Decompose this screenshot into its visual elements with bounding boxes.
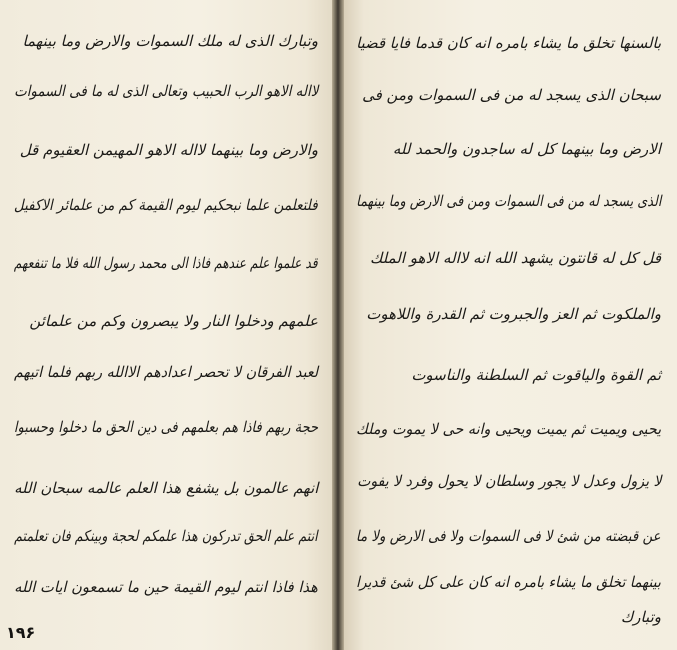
right-line-8: يحيى ويميت ثم يميت ويحيى وانه حى لا يموت وملك	[355, 420, 661, 438]
left-line-7: لعبد الفرقان لا تحصر اعدادهم الاالله ربهم فلما اتيهم	[13, 363, 318, 381]
right-line-2: سبحان الذى يسجد له من فى السموات ومن فى	[362, 86, 661, 104]
left-line-9: انهم عالمون بل يشفع هذا العلم عالمه سبحان الله	[13, 479, 318, 497]
left-line-6: علمهم ودخلوا النار ولا يبصرون وكم من علمائن	[29, 312, 318, 330]
right-line-4: الذى يسجد له من فى السموات ومن فى الارض وما بينهما	[355, 192, 661, 210]
page-number: ١٩۶	[6, 623, 36, 642]
left-line-8: حجة ربهم فاذا هم بعلمهم فى دين الحق ما دخلوا وحسبوا	[13, 418, 318, 436]
left-line-5: قد علموا علم عندهم فاذا الى محمد رسول الله فلا ما تنفعهم	[14, 254, 318, 272]
right-line-6: والملكوت ثم العز والجبروت ثم القدرة واللاهوت	[366, 305, 661, 323]
right-page	[344, 0, 677, 650]
right-line-5: قل كل له قانتون يشهد الله انه لااله الاهو الملك	[370, 249, 661, 267]
left-line-10: انتم علم الحق تدركون هذا علمكم لحجة وبينكم فان تعلمتم	[14, 527, 318, 545]
left-line-1: وتبارك الذى له ملك السموات والارض وما بينهما	[22, 32, 318, 50]
right-line-1: بالسنها تخلق ما يشاء بامره انه كان قدما فايا قضيا	[355, 34, 661, 52]
right-line-7: ثم القوة والياقوت ثم السلطنة والناسوت	[411, 366, 661, 384]
left-line-4: فلتعلمن علما نبحكيم ليوم القيمة كم من علمائر الاكفيل	[14, 196, 318, 214]
left-line-3: والارض وما بينهما لااله الاهو المهيمن العقيوم قل	[19, 141, 318, 159]
left-line-2: لااله الاهو الرب الحبيب وتعالى الذى له ما فى السموات	[13, 82, 318, 100]
right-line-3: الارض وما بينهما كل له ساجدون والحمد لله	[392, 140, 661, 158]
left-page	[0, 0, 332, 650]
book-gutter	[332, 0, 344, 650]
right-line-10: عن قبضته من شئ لا فى السموات ولا فى الارض ولا ما	[356, 527, 661, 545]
right-line-12: وتبارك	[620, 608, 661, 626]
right-line-11: بينهما تخلق ما يشاء بامره انه كان على كل شئ قديرا	[356, 573, 661, 591]
left-line-11: هذا فاذا انتم ليوم القيمة حين ما تسمعون ايات الله	[14, 578, 318, 596]
right-line-9: لا يزول وعدل لا يجور وسلطان لا يحول وفرد لا يفوت	[356, 472, 661, 490]
